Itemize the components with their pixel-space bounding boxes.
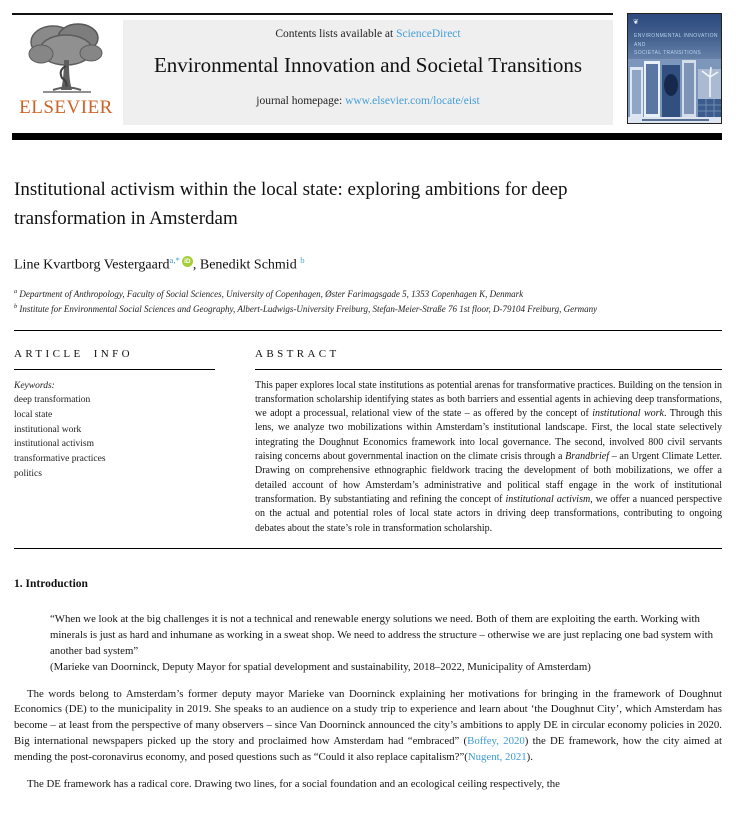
cover-collage-art xyxy=(628,59,722,117)
affiliation-entry: $^b$ Institute for Environmental Social Sciences and Geography, Albert-Ludwigs-University Freiburg, Stefan-Meier-Straße 76 1st floor, D-79104 Freiburg, Germany xyxy=(14,302,598,314)
keyword-item: institutional work xyxy=(14,424,82,435)
section-heading-introduction: 1. Introduction xyxy=(14,577,88,590)
author-name: Benedikt Schmid xyxy=(199,257,297,273)
cover-title xyxy=(634,32,718,58)
affiliation-entry: $^a$ Department of Anthropology, Faculty of Social Sciences, University of Copenhagen, Øster Farimagsgade 5, 1353 Copenhagen K, Denmark xyxy=(14,287,524,299)
abstract-italic-term: Brandbrief xyxy=(565,451,610,463)
cover-publisher-mark-icon: ❦ xyxy=(633,18,639,26)
citation-link-nugent-2021[interactable]: Nugent, 2021 xyxy=(467,750,527,763)
header-divider-bar xyxy=(12,133,722,140)
homepage-line xyxy=(123,95,613,107)
journal-homepage-link[interactable]: www.elsevier.com/locate/eist xyxy=(345,95,480,107)
keyword-item: local state xyxy=(14,409,53,420)
abstract-rule xyxy=(255,369,722,370)
homepage-label: journal homepage: xyxy=(256,95,346,107)
keyword-item: deep transformation xyxy=(14,395,91,406)
elsevier-tree-icon xyxy=(23,20,109,96)
author-affiliation-sup: a,* xyxy=(169,255,180,265)
epigraph-attribution: (Marieke van Doorninck, Deputy Mayor for spatial development and sustainability, 2018–2022, Municipality of Amsterdam) xyxy=(50,661,591,674)
elsevier-wordmark: ELSEVIER xyxy=(19,97,113,118)
authors-line xyxy=(14,255,722,274)
contents-line xyxy=(123,28,613,40)
keyword-item: institutional activism xyxy=(14,439,94,450)
info-abstract-section xyxy=(14,340,722,536)
keywords-label: Keywords: xyxy=(14,380,55,391)
cover-title-line1: ENVIRONMENTAL INNOVATION AND xyxy=(634,33,718,48)
abstract-italic-term: institutional activism xyxy=(505,493,591,505)
article-info-column xyxy=(14,340,215,536)
author-separator: , xyxy=(192,257,200,273)
abstract-heading: ABSTRACT xyxy=(255,347,340,360)
orcid-icon[interactable]: iD xyxy=(182,256,193,267)
article-title: Institutional activism within the local state: exploring ambitions for deep transformation in Amsterdam xyxy=(14,179,568,229)
section-divider-rule xyxy=(14,330,722,331)
author-affiliation-sup: b xyxy=(300,255,305,265)
intro-paragraph-2: The DE framework has a radical core. Drawing two lines, for a social foundation and an ecological ceiling respectively, the xyxy=(27,777,560,790)
page-header xyxy=(0,0,752,140)
abstract-text: This paper explores local state institutions as potential arenas for transformative practices. Building on the tension in transformation scholarship identifying states as both barriers and essential agents in achieving deep transformations, we adopt a processual, relational view of the state – as offered by the concept of institutional work. Through this lens, we analyze two mobilizations within Amsterdam’s institutional landscape. First, the local state selectively integrating the Doughnut Economics framework into local governance. The second, involved 800 civil servants raising concerns about governmental inaction on the climate crisis through a Brandbrief – an Urgent Climate Letter. Drawing on comprehensive ethnographic fieldwork tracing the development of both mobilizations, we offer a detailed account of how Amsterdam’s administrative and political staff engage in the work of institutional transformation. By substantiating and refining the concept of institutional activism, we offer a nuanced perspective on the actual and potential roles of local state actors in driving deep transformations, contributing to ongoing debates about the state’s role in transformation scholarship. xyxy=(255,379,722,534)
affiliations xyxy=(14,287,722,317)
sciencedirect-link[interactable]: ScienceDirect xyxy=(396,28,461,40)
cover-title-line2: SOCIETAL TRANSITIONS xyxy=(634,50,702,56)
article-info-rule xyxy=(14,369,215,370)
abstract-italic-term: institutional work xyxy=(592,408,664,420)
author-name: Line Kvartborg Vestergaard xyxy=(14,257,170,273)
journal-cover-thumbnail[interactable] xyxy=(627,13,722,124)
article-body-column xyxy=(0,176,752,793)
citation-link-boffey-2020[interactable]: Boffey, 2020 xyxy=(467,735,525,748)
article-info-heading: ARTICLE INFO xyxy=(14,347,133,360)
abstract-bottom-rule xyxy=(14,548,722,549)
keyword-item: politics xyxy=(14,468,42,479)
keyword-item: transformative practices xyxy=(14,454,106,465)
elsevier-logo xyxy=(16,20,116,119)
journal-banner xyxy=(123,20,613,125)
abstract-column xyxy=(255,340,722,536)
epigraph-quote: “When we look at the big challenges it is not a technical and renewable energy solutions we need. Both of them are exploiting the earth. Working with minerals is just as hard and inhumane as working in a sweat shop. We need to address the structure – otherwise we are just replacing one bad system with another bad system” xyxy=(50,612,714,658)
header-top-rule xyxy=(12,13,613,15)
cover-bottom-strip xyxy=(628,117,722,123)
journal-title: Environmental Innovation and Societal Transitions xyxy=(153,53,583,77)
contents-note-text: Contents lists available at xyxy=(275,28,397,40)
intro-paragraph-1: The words belong to Amsterdam’s former deputy mayor Marieke van Doorninck explaining her motivations for bringing in the framework of Doughnut Economics (DE) to the municipality in 2019. She speaks to an audience on a study trip to experience and learn about ‘the Doughnut City’, which Amsterdam has become – at least from the perspective of many observers – since Van Doorninck announced the city’s ambitions to apply DE in circular economy policies in 2020. Big international newspapers picked up the story and proclaimed how Amsterdam had “embraced” (Boffey, 2020) the DE framework, how the city aimed at mending the post-coronavirus economy, and posed questions such as “Could it also replace capitalism?”(Nugent, 2021). xyxy=(14,687,722,763)
